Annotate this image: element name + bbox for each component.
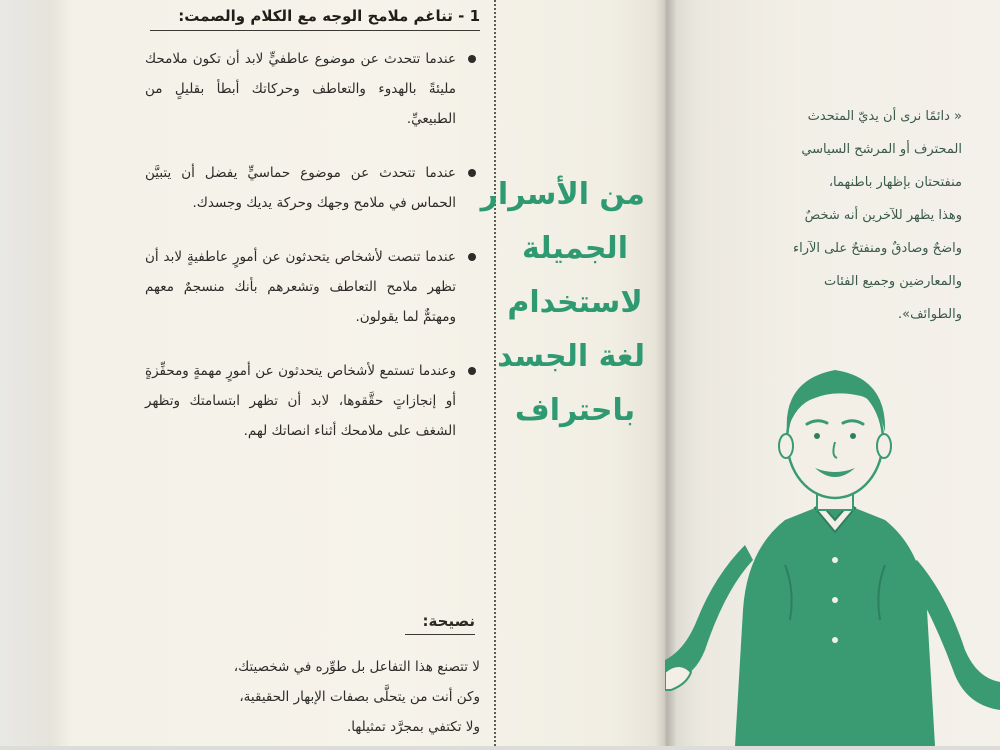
bullet-line: يديك وجسدك. [192,195,273,211]
tip-heading: نصيحة: [405,608,475,635]
bullet-line: أمورٍ مهمةٍ ومحفِّزةٍ أو إنجازاتٍ حقَّقوها، [145,363,456,409]
bullet-line: وحركاتك أبطأ بقليلٍ من الطبيعيِّ. [145,81,456,127]
bullet-line: أن تكون ملامحك مليئةً بالهدوء والتعاطف [145,51,456,97]
bullet-dot-icon [468,367,476,375]
quote-line: وهذا يظهر للآخرين أنه شخصٌ [804,208,962,223]
headline-line: لاستخدام [507,285,643,320]
section-heading: 1 - تناغم ملامح الوجه مع الكلام والصمت: [150,4,480,31]
quote-line: والطوائف». [897,307,962,322]
tip-line: وكن أنت من يتحلَّى بصفات الإبهار الحقيقية، [239,689,480,705]
quote-line: واضحٌ وصادقٌ ومنفتحٌ على الآراء [793,241,962,256]
quote-line: والمعارضين وجميع الفئات [824,274,962,289]
bullet-line: على ملامحك أثناء انصاتك لهم. [243,423,412,439]
bullet-item [145,158,480,218]
smiling-man-open-hands-icon [665,360,1000,746]
bullet-dot-icon [468,55,476,63]
headline-line: من الأسرار [480,177,645,212]
dotted-column-divider [494,0,496,746]
bullet-line: وعندما تستمع لأشخاص يتحدثون عن [250,363,457,379]
headline-line: باحتراف [514,393,636,428]
bullet-line: عاطفيةٍ لابد أن تظهر ملامح التعاطف [145,249,456,295]
bullet-line: لابد أن تظهر ابتسامتك وتظهر الشغف [145,393,456,439]
bullet-item [145,242,480,332]
quote-line: المحترف أو المرشح السياسي [801,142,962,157]
quote-line: منفتحتان بإظهار باطنهما، [828,175,962,190]
tip-body [145,652,480,742]
tip-line: لا تتصنع هذا التفاعل بل طوِّره في شخصيتك، [233,659,480,675]
bullet-line: أن يتبيَّن الحماس في ملامح وجهك وحركة [145,165,456,211]
bullet-item [145,356,480,446]
quote-block [700,100,962,331]
bullet-line: وتشعرهم بأنك منسجمٌ معهم ومهتمٌّ لما [145,279,456,325]
bullet-dot-icon [468,253,476,261]
headline-line: لغة الجسد [497,339,645,374]
bullet-line: عندما تتحدث عن موضوع عاطفيٍّ لابد [239,51,456,67]
bullet-line: عندما تتحدث عن موضوع حماسيٍّ يفضل [194,165,456,181]
quote-line: « دائمًا نرى أن يديّ المتحدث [807,109,962,124]
bullet-list [145,44,480,470]
headline-line: الجميلة [522,231,628,266]
bullet-line: يقولون. [355,309,399,325]
bullet-line: عندما تنصت لأشخاص يتحدثون عن أمورٍ [228,249,456,265]
bullet-dot-icon [468,169,476,177]
tip-line: ولا تكتفي بمجرَّد تمثيلها. [346,719,480,735]
bullet-item [145,44,480,134]
green-headline [480,168,645,438]
